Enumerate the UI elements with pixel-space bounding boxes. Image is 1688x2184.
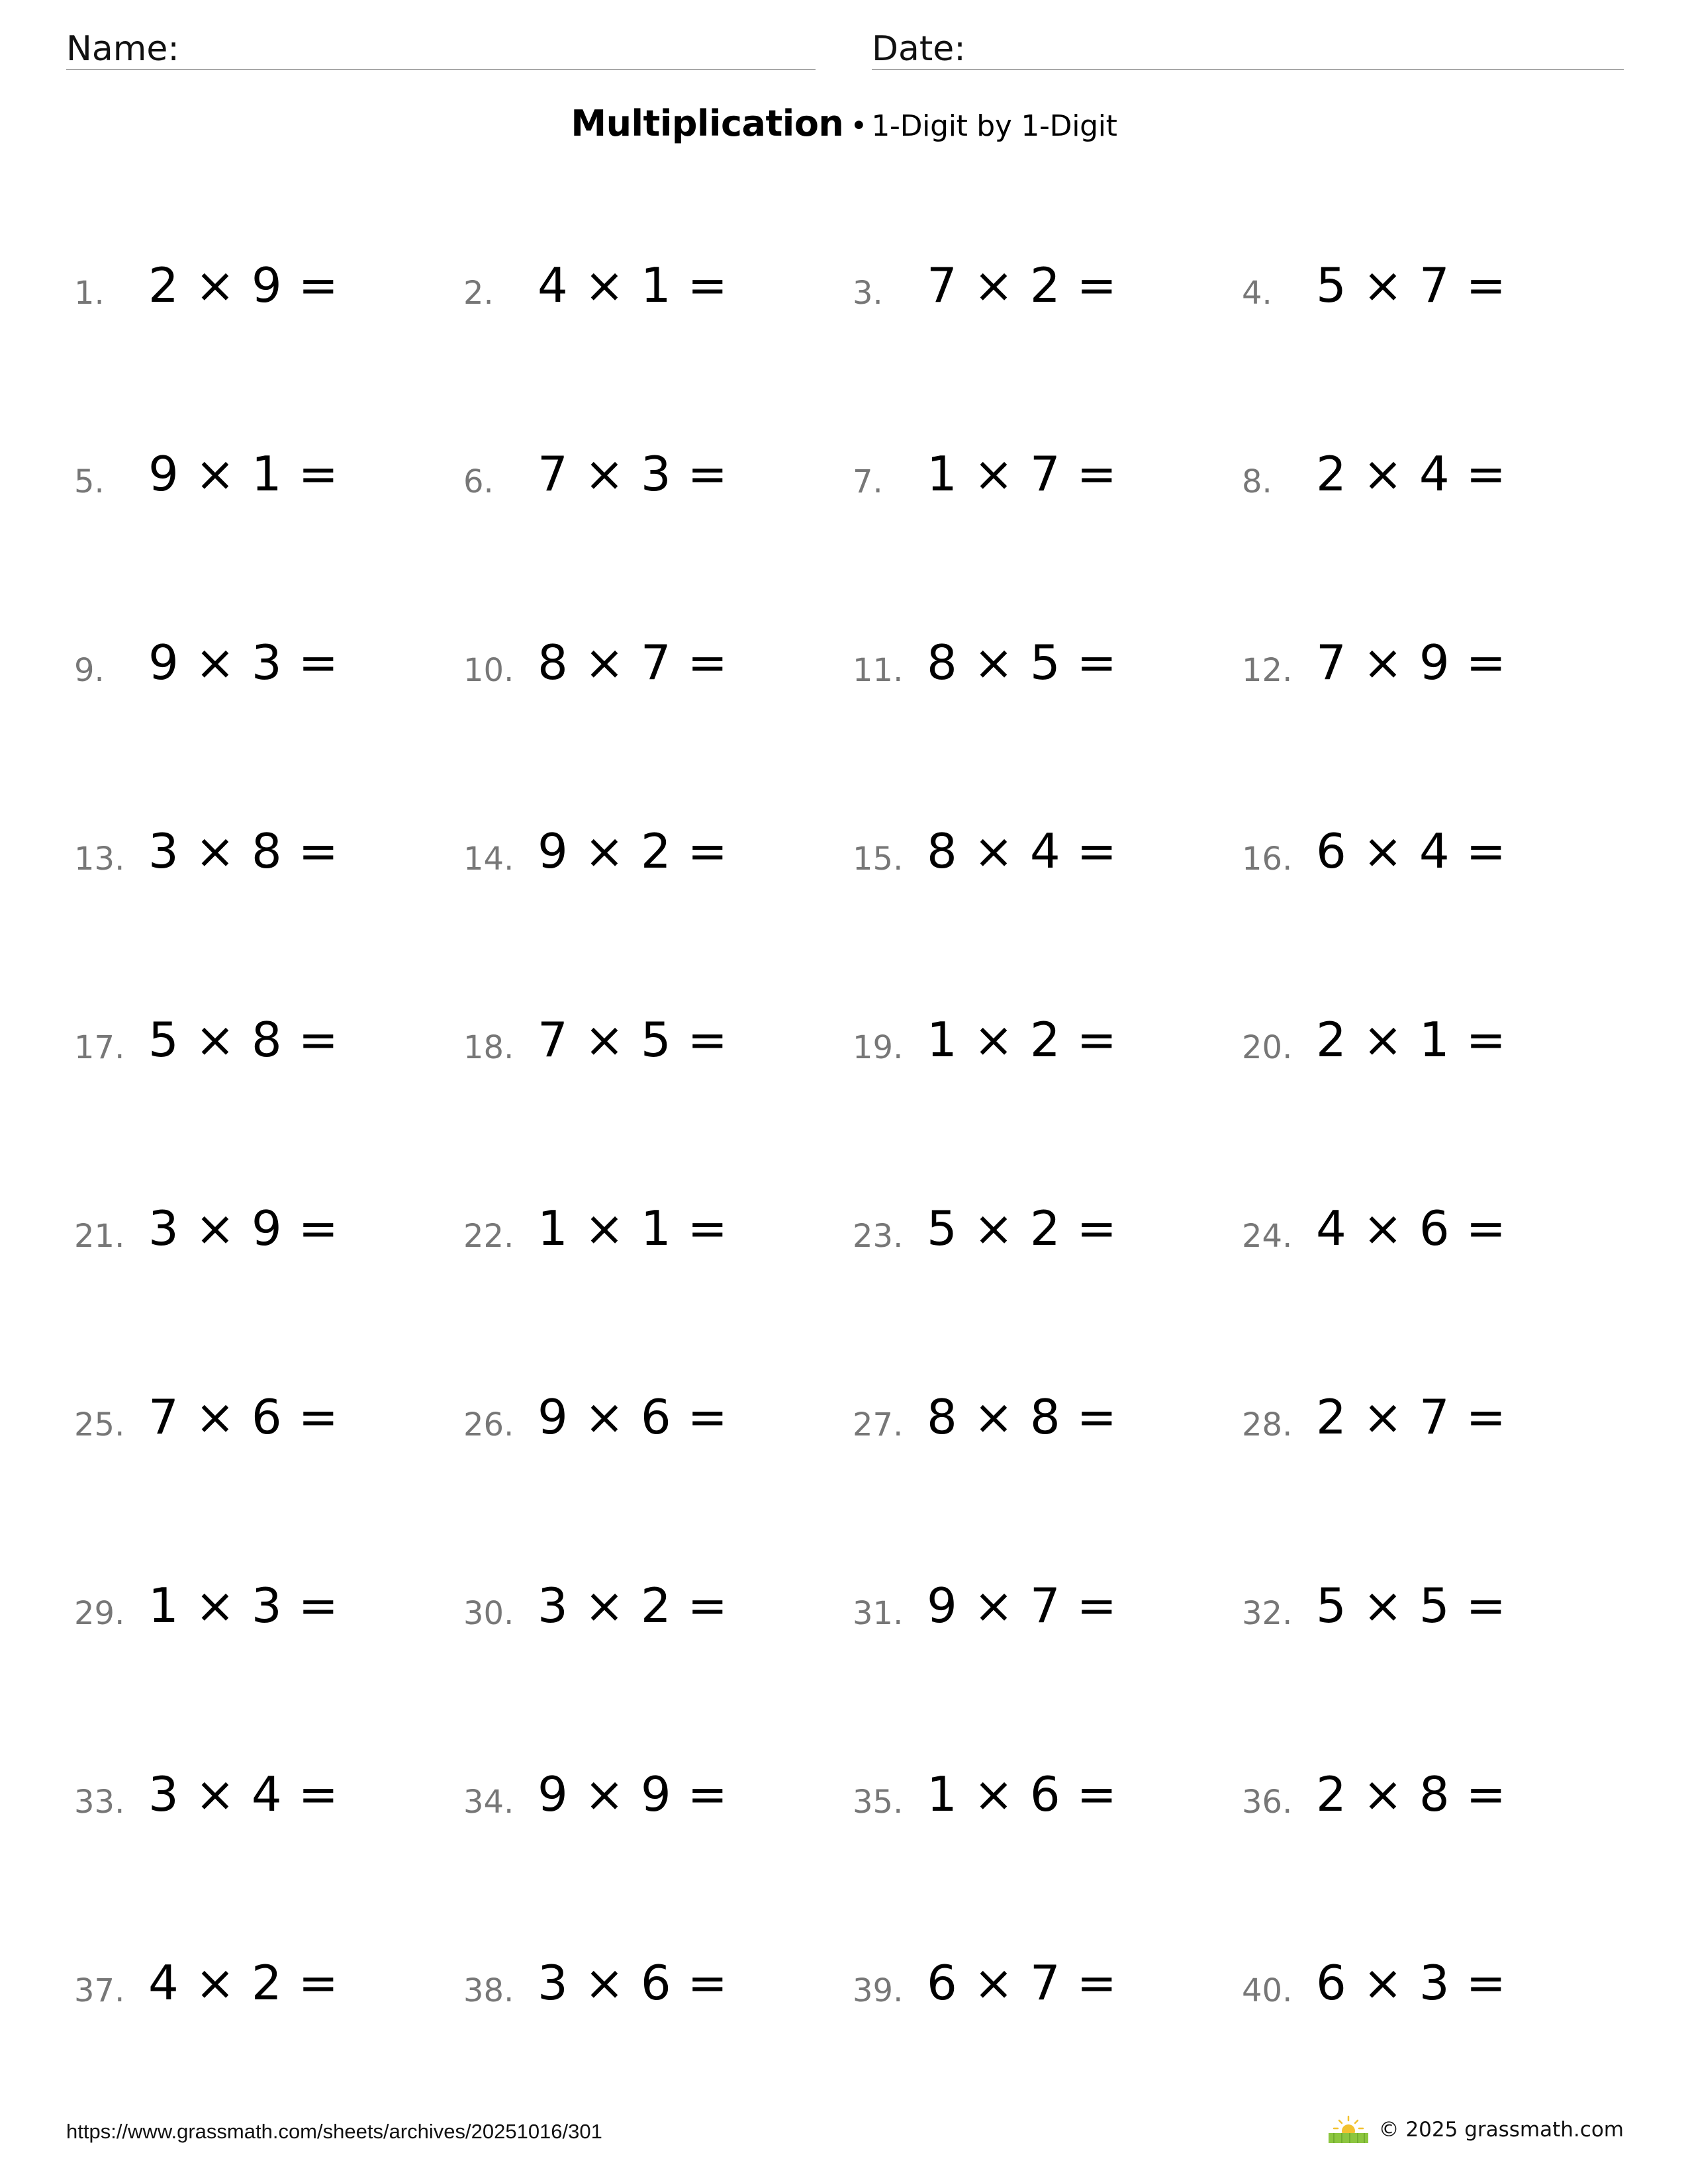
problem-number: 35. bbox=[853, 1784, 904, 1821]
problem-item bbox=[463, 1389, 853, 1582]
problem-number: 31. bbox=[853, 1595, 904, 1632]
problem-number: 36. bbox=[1242, 1784, 1293, 1821]
problem-expression: 2 × 9 = bbox=[148, 257, 339, 313]
problem-expression: 9 × 1 = bbox=[148, 446, 339, 502]
problem-item bbox=[463, 446, 853, 639]
problem-item bbox=[74, 1578, 463, 1770]
problem-item bbox=[853, 1012, 1242, 1205]
problem-expression: 9 × 3 = bbox=[148, 635, 339, 690]
problem-expression: 2 × 1 = bbox=[1316, 1012, 1507, 1068]
problem-number: 39. bbox=[853, 1972, 904, 2009]
problem-expression: 3 × 9 = bbox=[148, 1201, 339, 1256]
problem-item bbox=[853, 1766, 1242, 1959]
problem-expression: 3 × 2 = bbox=[538, 1578, 728, 1633]
problem-item bbox=[74, 1012, 463, 1205]
title-main: Multiplication bbox=[571, 103, 844, 144]
problem-item bbox=[463, 1766, 853, 1959]
problem-number: 16. bbox=[1242, 841, 1293, 878]
problem-expression: 7 × 5 = bbox=[538, 1012, 728, 1068]
problem-number: 20. bbox=[1242, 1029, 1293, 1066]
name-label: Name: bbox=[66, 29, 179, 69]
problem-expression: 9 × 2 = bbox=[538, 823, 728, 879]
problem-expression: 7 × 3 = bbox=[538, 446, 728, 502]
problem-expression: 2 × 7 = bbox=[1316, 1389, 1507, 1445]
problem-number: 38. bbox=[463, 1972, 514, 2009]
problem-expression: 8 × 4 = bbox=[927, 823, 1117, 879]
problem-item bbox=[74, 635, 463, 827]
problem-number: 19. bbox=[853, 1029, 904, 1066]
problem-number: 25. bbox=[74, 1406, 125, 1443]
problem-item bbox=[74, 446, 463, 639]
problem-number: 32. bbox=[1242, 1595, 1293, 1632]
problem-expression: 6 × 4 = bbox=[1316, 823, 1507, 879]
problem-number: 8. bbox=[1242, 463, 1272, 500]
problem-number: 26. bbox=[463, 1406, 514, 1443]
problem-number: 28. bbox=[1242, 1406, 1293, 1443]
problem-item bbox=[463, 1578, 853, 1770]
problem-expression: 9 × 9 = bbox=[538, 1766, 728, 1822]
problem-expression: 8 × 5 = bbox=[927, 635, 1117, 690]
problem-number: 10. bbox=[463, 652, 514, 689]
problem-item bbox=[74, 257, 463, 450]
title-subtitle: 1-Digit by 1-Digit bbox=[871, 109, 1117, 143]
problem-item bbox=[463, 635, 853, 827]
problem-expression: 3 × 4 = bbox=[148, 1766, 339, 1822]
problem-number: 11. bbox=[853, 652, 904, 689]
problem-number: 13. bbox=[74, 841, 125, 878]
problem-expression: 5 × 8 = bbox=[148, 1012, 339, 1068]
problem-item bbox=[1242, 1201, 1631, 1393]
problem-number: 14. bbox=[463, 841, 514, 878]
problem-item bbox=[1242, 635, 1631, 827]
problem-expression: 4 × 2 = bbox=[148, 1955, 339, 2011]
problem-expression: 9 × 6 = bbox=[538, 1389, 728, 1445]
problem-item bbox=[853, 823, 1242, 1016]
problem-number: 17. bbox=[74, 1029, 125, 1066]
problem-expression: 6 × 3 = bbox=[1316, 1955, 1507, 2011]
problem-number: 12. bbox=[1242, 652, 1293, 689]
title-separator: • bbox=[850, 109, 868, 143]
sun-over-grass-icon bbox=[1327, 2115, 1370, 2144]
problem-item bbox=[1242, 1012, 1631, 1205]
problem-expression: 5 × 2 = bbox=[927, 1201, 1117, 1256]
problem-expression: 1 × 6 = bbox=[927, 1766, 1117, 1822]
problem-number: 29. bbox=[74, 1595, 125, 1632]
problem-number: 30. bbox=[463, 1595, 514, 1632]
problem-number: 24. bbox=[1242, 1218, 1293, 1255]
date-field[interactable] bbox=[872, 24, 1624, 70]
problem-grid bbox=[74, 257, 1630, 2148]
problem-item bbox=[853, 1578, 1242, 1770]
problem-expression: 5 × 5 = bbox=[1316, 1578, 1507, 1633]
problem-expression: 6 × 7 = bbox=[927, 1955, 1117, 2011]
problem-expression: 4 × 6 = bbox=[1316, 1201, 1507, 1256]
problem-item bbox=[1242, 1578, 1631, 1770]
problem-expression: 3 × 6 = bbox=[538, 1955, 728, 2011]
problem-expression: 1 × 7 = bbox=[927, 446, 1117, 502]
problem-expression: 2 × 4 = bbox=[1316, 446, 1507, 502]
problem-expression: 8 × 7 = bbox=[538, 635, 728, 690]
problem-number: 2. bbox=[463, 275, 494, 312]
problem-expression: 9 × 7 = bbox=[927, 1578, 1117, 1633]
problem-expression: 8 × 8 = bbox=[927, 1389, 1117, 1445]
problem-number: 23. bbox=[853, 1218, 904, 1255]
problem-number: 15. bbox=[853, 841, 904, 878]
problem-item bbox=[74, 823, 463, 1016]
footer-url[interactable]: https://www.grassmath.com/sheets/archives/20251016/301 bbox=[66, 2120, 602, 2143]
problem-expression: 1 × 2 = bbox=[927, 1012, 1117, 1068]
problem-expression: 1 × 1 = bbox=[538, 1201, 728, 1256]
problem-number: 21. bbox=[74, 1218, 125, 1255]
problem-number: 33. bbox=[74, 1784, 125, 1821]
problem-number: 7. bbox=[853, 463, 883, 500]
problem-item bbox=[853, 1201, 1242, 1393]
problem-item bbox=[853, 1389, 1242, 1582]
problem-number: 1. bbox=[74, 275, 105, 312]
problem-item bbox=[463, 1012, 853, 1205]
problem-number: 37. bbox=[74, 1972, 125, 2009]
footer-brand bbox=[1327, 2115, 1624, 2145]
problem-item bbox=[1242, 257, 1631, 450]
problem-number: 18. bbox=[463, 1029, 514, 1066]
problem-item bbox=[853, 446, 1242, 639]
problem-number: 9. bbox=[74, 652, 105, 689]
problem-item bbox=[853, 635, 1242, 827]
problem-expression: 7 × 6 = bbox=[148, 1389, 339, 1445]
problem-number: 40. bbox=[1242, 1972, 1293, 2009]
problem-expression: 3 × 8 = bbox=[148, 823, 339, 879]
problem-item bbox=[1242, 823, 1631, 1016]
problem-expression: 5 × 7 = bbox=[1316, 257, 1507, 313]
problem-item bbox=[1242, 1389, 1631, 1582]
problem-item bbox=[74, 1201, 463, 1393]
date-label: Date: bbox=[872, 29, 966, 69]
problem-number: 4. bbox=[1242, 275, 1272, 312]
problem-number: 5. bbox=[74, 463, 105, 500]
problem-item bbox=[74, 1766, 463, 1959]
problem-item bbox=[853, 257, 1242, 450]
problem-expression: 4 × 1 = bbox=[538, 257, 728, 313]
name-field[interactable] bbox=[66, 24, 816, 70]
problem-item bbox=[1242, 1766, 1631, 1959]
worksheet-title bbox=[0, 103, 1688, 144]
problem-expression: 7 × 9 = bbox=[1316, 635, 1507, 690]
problem-item bbox=[1242, 446, 1631, 639]
footer-copyright: © 2025 grassmath.com bbox=[1378, 2117, 1624, 2142]
problem-expression: 7 × 2 = bbox=[927, 257, 1117, 313]
problem-item bbox=[463, 257, 853, 450]
problem-expression: 1 × 3 = bbox=[148, 1578, 339, 1633]
problem-number: 3. bbox=[853, 275, 883, 312]
problem-item bbox=[74, 1389, 463, 1582]
problem-item bbox=[463, 1201, 853, 1393]
problem-number: 27. bbox=[853, 1406, 904, 1443]
problem-item bbox=[853, 1955, 1242, 2148]
problem-expression: 2 × 8 = bbox=[1316, 1766, 1507, 1822]
problem-number: 22. bbox=[463, 1218, 514, 1255]
problem-number: 6. bbox=[463, 463, 494, 500]
problem-number: 34. bbox=[463, 1784, 514, 1821]
problem-item bbox=[463, 823, 853, 1016]
